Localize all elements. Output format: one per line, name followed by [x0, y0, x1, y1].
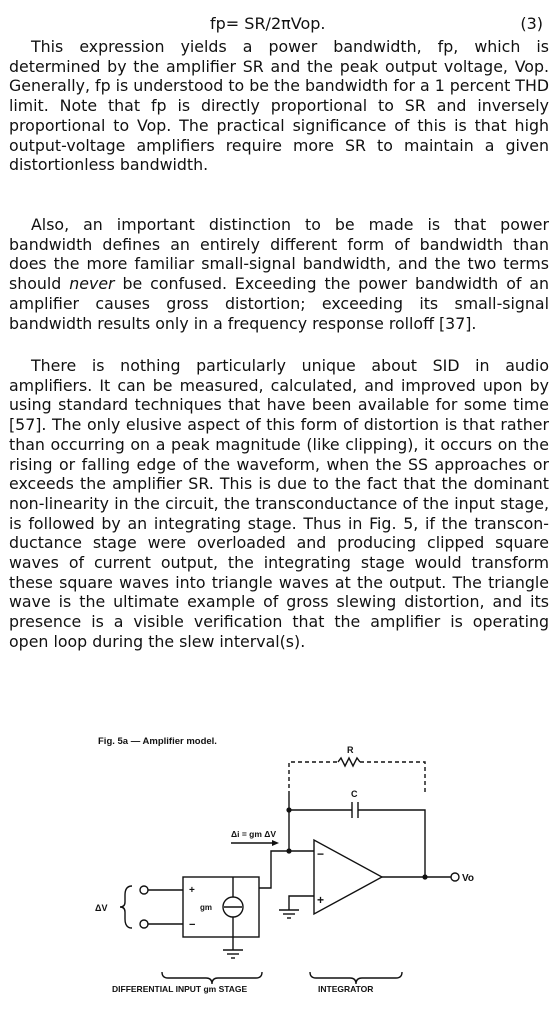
label-dv: ΔV — [95, 903, 108, 913]
label-current: Δi = gm ΔV — [231, 829, 277, 839]
paragraph-bandwidth-distinction — [9, 215, 549, 333]
figure-amplifier-model — [0, 730, 555, 1024]
label-input-stage: DIFFERENTIAL INPUT gm STAGE — [112, 984, 248, 994]
amplifier-schematic — [0, 730, 555, 1024]
box-minus: − — [189, 919, 196, 931]
feedback-resistor — [289, 745, 425, 795]
label-c: C — [351, 789, 358, 799]
box-plus: + — [189, 885, 195, 896]
opamp-minus: − — [317, 847, 325, 861]
body-text-block-1 — [9, 37, 549, 175]
emphasis-never: never — [69, 274, 115, 294]
label-r: R — [347, 745, 354, 755]
paragraph-bandwidth-distinction-end: be confused. Exceeding the power bandwidth of an amplifier causes gross distortion; exceeding its small-signal bandwidth results only in a frequency response rolloff [37]. — [9, 274, 550, 333]
body-text-block-2 — [9, 215, 549, 333]
paragraph-sid-discussion: There is nothing particularly unique about SID in audio amplifiers. It can be measured, calculated, and improved upon by using standard techniques that have been available for some time [57]. The only elusive aspect of this form of distortion is that rather than occurring on a peak magnitude (like clipping), it occurs on the rising or falling edge of the waveform, when the SS approaches or exceeds the amplifier SR. This is due to the fact that the dominant non-linearity in the circuit, the transconductance of the input stage, is followed by an integrating stage. Thus in Fig. 5, if the transconductance stage were overloaded and producing clipped square waves of current output, the integrating stage would transform these square waves into triangle waves at the output. The triangle wave is the ultimate example of gross slewing distortion, and its presence is a visible verification that the amplifier is operating open loop during the slew interval(s). — [9, 356, 549, 651]
paragraph-power-bandwidth: This expression yields a power bandwidth, fp, which is determined by the amplifier SR and the peak output voltage, Vop. Generally, fp is understood to be the bandwidth for a 1 percent THD limit. Note that fp is directly proportional to SR and inversely proportional to Vop. The practical significance of this is that high output-voltage amplifiers require more SR to maintain a given distortionless bandwidth. — [9, 37, 549, 175]
integrator-opamp — [314, 840, 382, 914]
label-gm: gm — [200, 903, 212, 912]
equation-line — [0, 14, 555, 36]
label-integrator: INTEGRATOR — [318, 984, 374, 994]
equation-number: (3) — [520, 14, 543, 33]
gm-stage-box — [183, 851, 289, 950]
opamp-plus: + — [317, 893, 325, 907]
figure-caption: Fig. 5a — Amplifier model. — [98, 736, 217, 747]
equation-formula: fp= SR/2πVop. — [210, 14, 326, 33]
body-text-block-3 — [9, 356, 549, 652]
paragraph-bandwidth-distinction-start: Also, an important distinction to be made is that power bandwidth defines an entirely different form of bandwidth than does the more familiar small-signal bandwidth, and the two terms should — [9, 215, 549, 294]
label-vo: Vo — [462, 873, 475, 884]
